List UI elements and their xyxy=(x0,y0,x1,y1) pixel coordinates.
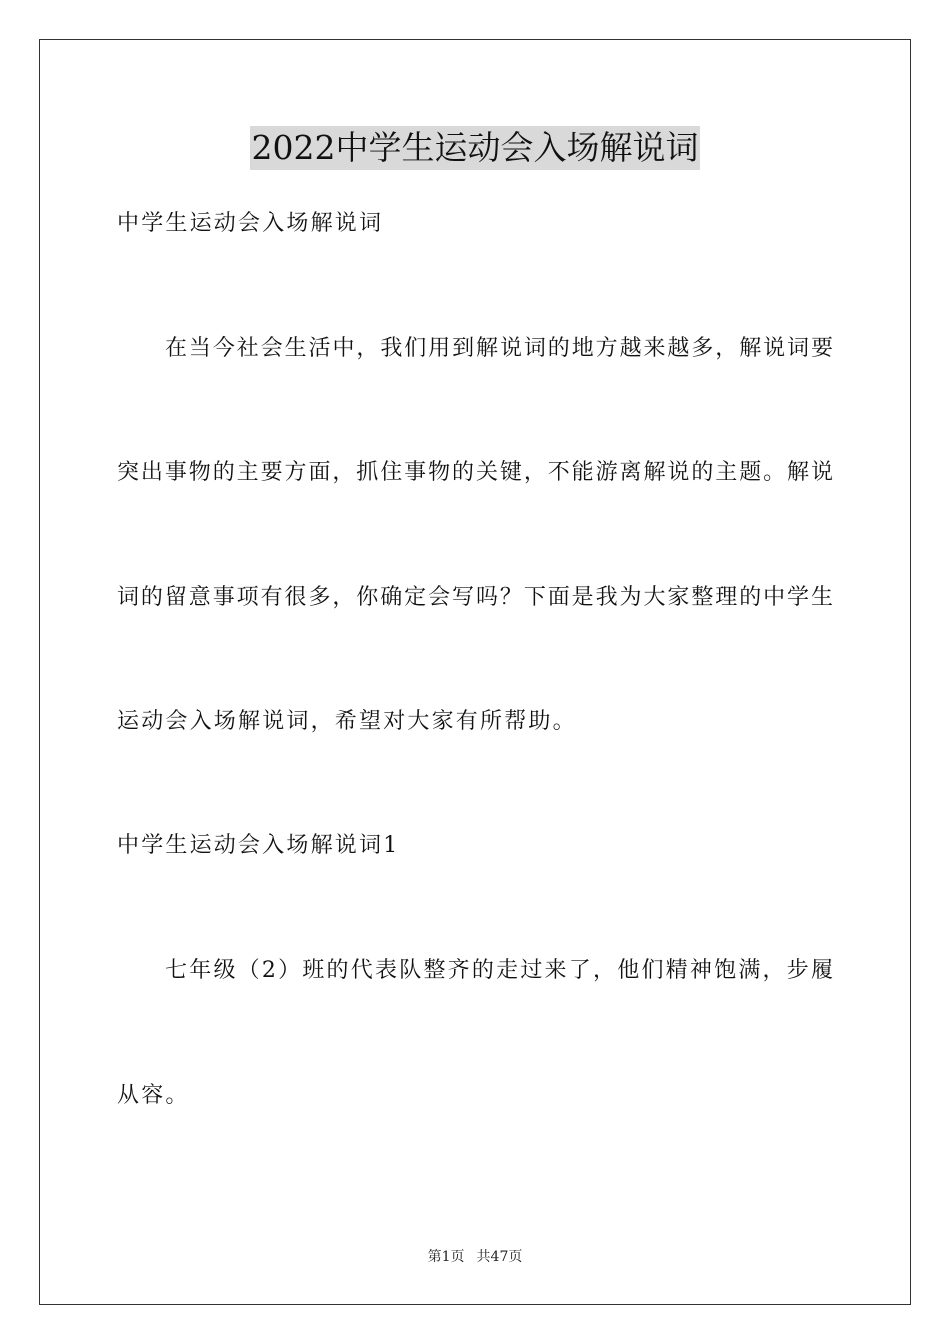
page-footer xyxy=(0,1248,950,1266)
paragraph-line: 运动会入场解说词，希望对大家有所帮助。 xyxy=(117,709,577,734)
page-number: 第1页 xyxy=(427,1249,465,1265)
section-heading: 中学生运动会入场解说词1 xyxy=(117,833,400,858)
paragraph-line: 突出事物的主要方面，抓住事物的关键，不能游离解说的主题。解说 xyxy=(117,460,833,485)
page-total: 共47页 xyxy=(476,1249,523,1265)
title-container xyxy=(0,126,950,170)
paragraph-line: 词的留意事项有很多，你确定会写吗？下面是我为大家整理的中学生 xyxy=(117,585,833,610)
paragraph-line: 七年级（2）班的代表队整齐的走过来了，他们精神饱满，步履 xyxy=(165,958,833,983)
document-title: 2022中学生运动会入场解说词 xyxy=(250,126,701,170)
paragraph-line: 在当今社会生活中，我们用到解说词的地方越来越多，解说词要 xyxy=(165,336,833,361)
paragraph-line: 从容。 xyxy=(117,1083,190,1108)
subtitle-line: 中学生运动会入场解说词 xyxy=(117,211,384,236)
